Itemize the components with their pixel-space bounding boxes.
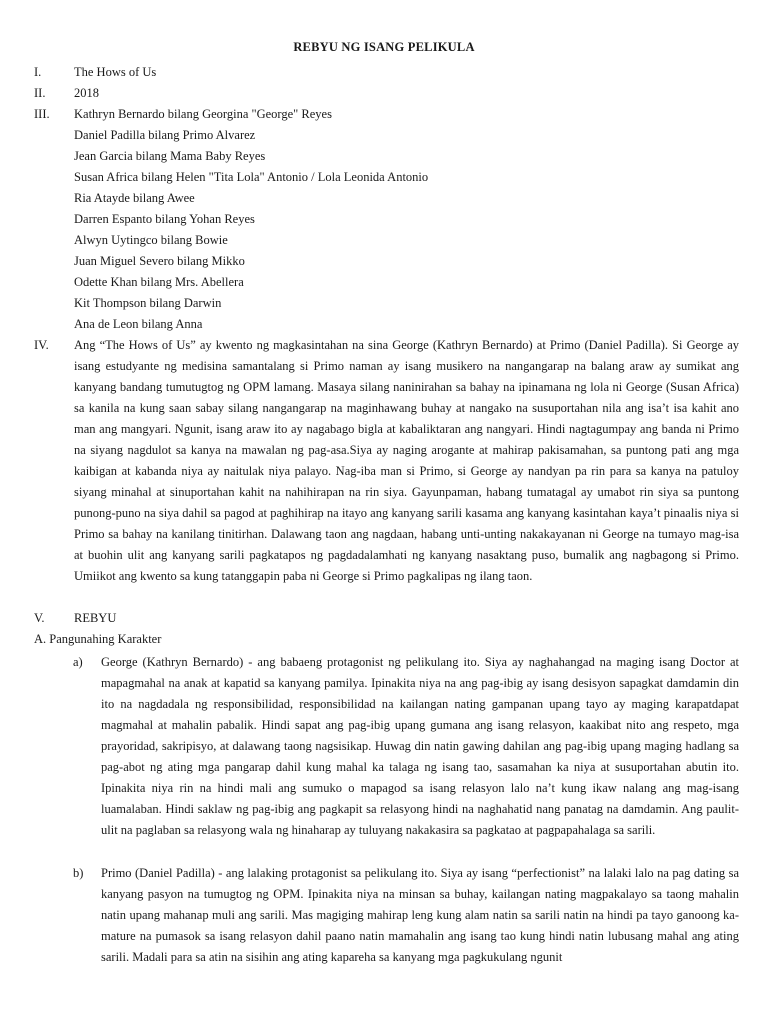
cast-item: Daniel Padilla bilang Primo Alvarez: [74, 128, 256, 142]
section-number: III.: [34, 107, 50, 121]
cast-item: Kathryn Bernardo bilang Georgina "George" Reyes: [74, 107, 332, 121]
synopsis-paragraph: Ang “The Hows of Us” ay kwento ng magkasintahan na sina George (Kathryn Bernardo) at Primo (Daniel Padilla). Si George ay isang estudyante ng medisina samantalang si Primo naman ay isang musikero na nangangarap na balang araw ay sumikat ang kanyang bandang tumutugtog ng OPM lamang. Masaya silang naninirahan sa bahay na ipinamana ng lola ni George (Susan Africa) sa kanila na kung saan sabay silang nangangarap na maginhawang buhay at nangako na susuportahan nila ang isa’t isa kahit ano man ang mangyari. Ngunit, isang araw ito ay nagabago bigla at kabaliktaran ang nangyari. Hindi nagtagumpay ang banda ni Primo na siyang nagdulot sa kanya na mawalan ng pag-asa.Siya ay naging arogante at mahirap pakisamahan, sa puntong pati ang mga kaibigan at kabanda niya ay naitulak niya palayo. Nag-iba man si Primo, si George ay nandyan pa rin para sa kanya na patuloy siyang minahal at sinuportahan kahit na nahihirapan na rin siya. Gayunpaman, habang tumatagal ay umabot rin siya sa puntong punong-puno na siya dahil sa pagod at paghihirap na itayo ang kanyang sarili kasama ang kanyang kasintahan kaya’t pinaalis niya si Primo sa bahay na kanilang tinitirhan. Dalawang taon ang nagdaan, habang unti-unting nakakayanan ni George na tumayo mag-isa at buohin ulit ang kanyang sarili pagkatapos ng pagdadalamhati ng kanyang nasaktang puso, bumalik ang nagbagong si Primo. Umiikot ang kwento sa kung tatanggapin paba ni George si Primo pagkalipas ng ilang taon.: [74, 338, 739, 583]
item-number: b): [73, 866, 84, 880]
section-heading: REBYU: [74, 611, 117, 625]
item-number: a): [73, 655, 83, 669]
section-number: I.: [34, 65, 42, 79]
character-paragraph: George (Kathryn Bernardo) - ang babaeng protagonist ng pelikulang ito. Siya ay naghahangad na maging isang Doctor at mapagmahal na anak at kapatid sa kanyang pamilya. Ipinakita niya na ang pag-ibig ay isang desisyon sapagkat damdamin din ito na nagdadala ng responsibilidad, responsibilidad na kailangan nating gampanan upang tayo ay maging karapatdapat magmahal at mahalin pabalik. Hindi sapat ang pag-ibig upang gumana ang isang relasyon, kaakibat nito ang respeto, mga prayoridad, sakripisyo, at dalawang taong nagsisikap. Huwag din natin gawing dahilan ang pag-ibig upang maging hadlang sa pag-abot ng ating mga pangarap dahil kung mahal ka talaga ng isang tao, sasamahan ka niya at susuportahan abutin ito. Ipinakita niya rin na hindi mali ang sumuko o mapagod sa isang relasyon lalo na’t kung ikaw nalang ang mag-isang luamalaban. Hindi saklaw ng pag-ibig ang pagkapit sa relasyong hindi na naghahatid nang panatag na damdamin. Ang paulit-ulit na paglaban sa relasyong wala ng hinaharap ay tuluyang nakakasira sa pagkatao at pagpapahalaga sa sarili.: [101, 655, 739, 837]
cast-item: Ana de Leon bilang Anna: [74, 317, 203, 331]
section-number: V.: [34, 611, 45, 625]
movie-title: The Hows of Us: [74, 65, 157, 79]
cast-item: Jean Garcia bilang Mama Baby Reyes: [74, 149, 266, 163]
cast-item: Kit Thompson bilang Darwin: [74, 296, 222, 310]
cast-item: Alwyn Uytingco bilang Bowie: [74, 233, 228, 247]
cast-item: Darren Espanto bilang Yohan Reyes: [74, 212, 255, 226]
subsection-heading: A. Pangunahing Karakter: [34, 632, 162, 646]
character-paragraph: Primo (Daniel Padilla) - ang lalaking protagonist sa pelikulang ito. Siya ay isang “perfectionist” na lalaki lalo na pag dating sa kanyang pasyon na tumugtog ng OPM. Ipinakita niya na minsan sa buhay, kailangan nating magpakalayo sa taong mahalin natin upang mahanap muli ang sarili. Mas magiging mahirap leng kung alam natin sa sarili natin na hindi pa tayo ganoong ka-mature na pumasok sa isang relasyon dahil paano natin mamahalin ang isang tao kung hindi natin lubusang mahal ang ating sarili. Madali para sa atin na sisihin ang ating kapareha sa kanyang mga pagkukulang ngunit: [101, 866, 739, 964]
section-number: IV.: [34, 338, 49, 352]
cast-item: Susan Africa bilang Helen "Tita Lola" Antonio / Lola Leonida Antonio: [74, 170, 429, 184]
cast-item: Ria Atayde bilang Awee: [74, 191, 195, 205]
document-title: REBYU NG ISANG PELIKULA: [293, 40, 475, 54]
movie-year: 2018: [74, 86, 99, 100]
section-number: II.: [34, 86, 46, 100]
cast-item: Odette Khan bilang Mrs. Abellera: [74, 275, 244, 289]
cast-list: [74, 104, 428, 335]
cast-item: Juan Miguel Severo bilang Mikko: [74, 254, 245, 268]
